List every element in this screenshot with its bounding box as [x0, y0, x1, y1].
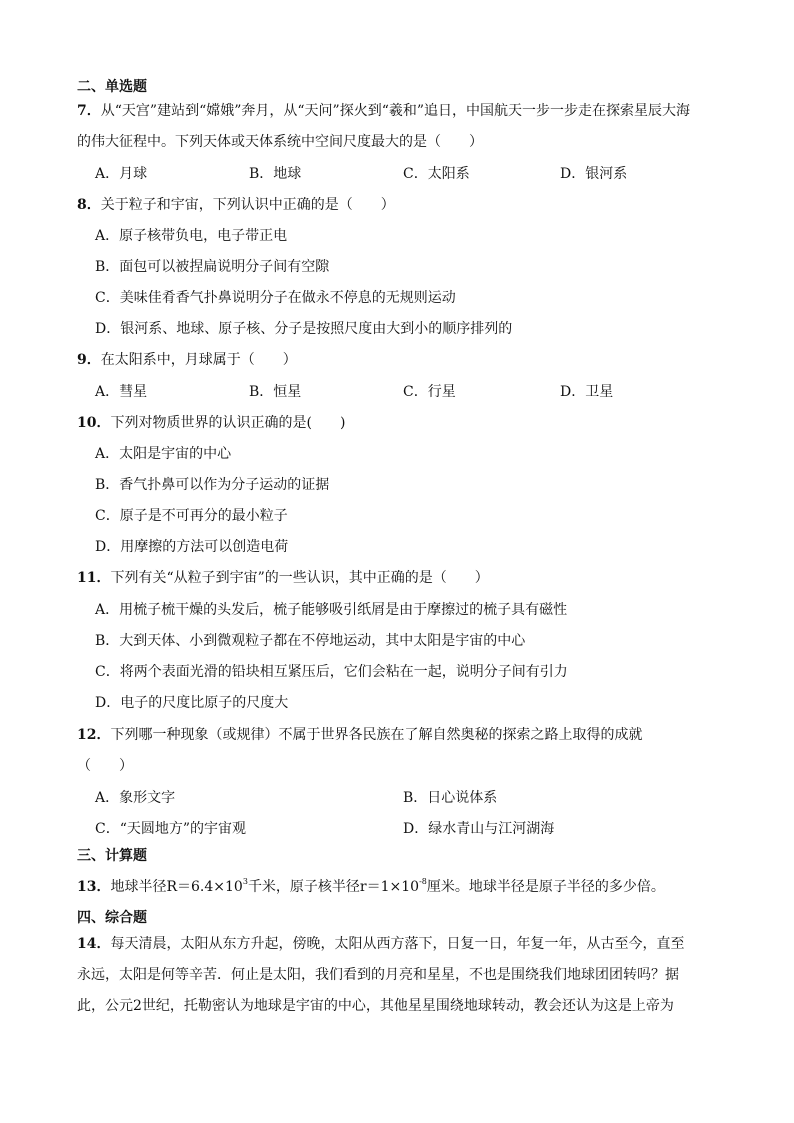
question-stem-line: 此，公元2世纪，托勒密认为地球是宇宙的中心，其他星星围绕地球转动，教会还认为这是上帝为 [77, 998, 674, 1014]
option-a: A．月球 [95, 166, 148, 182]
question-11 [77, 568, 489, 588]
question-number: 8． [77, 197, 101, 213]
option-b: B．地球 [249, 166, 302, 182]
question-stem: 下列对物质世界的认识正确的是( ) [110, 415, 346, 431]
option-d: D．卫星 [560, 384, 614, 400]
option-c: C．太阳系 [403, 166, 470, 182]
option-a: A．彗星 [95, 384, 148, 400]
question-number: 14． [77, 936, 111, 952]
question-stem-line: 从“天宫”建站到“嫦娥”奔月，从“天问”探火到“羲和”追日，中国航天一步一步走在探索星辰大海 [100, 103, 691, 119]
question-stem-part: 厘米。地球半径是原子半径的多少倍。 [426, 879, 665, 895]
question-stem: 关于粒子和宇宙，下列认识中正确的是（ ） [100, 197, 395, 213]
question-7 [77, 101, 690, 121]
option-d: D．电子的尺度比原子的尺度大 [95, 695, 289, 711]
option-d: D．银河系、地球、原子核、分子是按照尺度由大到小的顺序排列的 [95, 321, 513, 337]
question-stem-part: 千米，原子核半径r＝1×10 [247, 879, 420, 895]
question-stem-line: 的伟大征程中。下列天体或天体系统中空间尺度最大的是（ ） [77, 134, 483, 150]
question-number: 11． [77, 570, 111, 586]
question-number: 7． [77, 103, 101, 119]
exponent: 3 [242, 877, 248, 887]
option-b: B．面包可以被捏扁说明分子间有空隙 [95, 259, 330, 275]
question-10 [77, 413, 345, 433]
question-stem: 在太阳系中，月球属于（ ） [100, 352, 297, 368]
question-stem-line: （ ） [77, 758, 133, 774]
question-number: 13． [77, 879, 111, 895]
question-number: 9． [77, 352, 101, 368]
section-heading-comprehensive: 四、综合题 [77, 910, 147, 926]
option-a: A．原子核带负电，电子带正电 [95, 228, 288, 244]
question-number: 10． [77, 415, 111, 431]
option-a: A．象形文字 [95, 790, 176, 806]
question-14 [77, 934, 684, 954]
option-b: B．大到天体、小到微观粒子都在不停地运动，其中太阳是宇宙的中心 [95, 633, 526, 649]
question-stem: 下列有关“从粒子到宇宙”的一些认识，其中正确的是（ ） [110, 570, 489, 586]
option-a: A．用梳子梳干燥的头发后，梳子能够吸引纸屑是由于摩擦过的梳子具有磁性 [95, 602, 568, 618]
option-b: B．香气扑鼻可以作为分子运动的证据 [95, 477, 330, 493]
option-b: B．恒星 [249, 384, 302, 400]
option-a: A．太阳是宇宙的中心 [95, 446, 232, 462]
question-stem-line: 下列哪一种现象（或规律）不属于世界各民族在了解自然奥秘的探索之路上取得的成就 [110, 727, 643, 743]
question-number: 12． [77, 727, 111, 743]
question-stem-line: 每天清晨，太阳从东方升起，傍晚，太阳从西方落下，日复一日，年复一年，从古至今，直至 [110, 936, 685, 952]
section-heading-single-choice: 二、单选题 [77, 79, 147, 95]
exponent: -8 [419, 877, 427, 887]
question-stem-part: 地球半径R＝6.4×10 [110, 879, 243, 895]
question-stem-line: 永远，太阳是何等辛苦．何止是太阳，我们看到的月亮和星星，不也是围绕我们地球团团转吗？据 [77, 967, 679, 983]
option-c: C．原子是不可再分的最小粒子 [95, 508, 288, 524]
question-8 [77, 195, 395, 215]
section-heading-calculation: 三、计算题 [77, 848, 147, 864]
option-c: C．“天圆地方”的宇宙观 [95, 821, 247, 837]
option-d: D．绿水青山与江河湖海 [403, 821, 555, 837]
option-c: C．行星 [403, 384, 456, 400]
question-13 [77, 877, 665, 897]
option-d: D．银河系 [560, 166, 628, 182]
option-c: C．美味佳肴香气扑鼻说明分子在做永不停息的无规则运动 [95, 290, 456, 306]
question-9 [77, 350, 297, 370]
option-c: C．将两个表面光滑的铅块相互紧压后，它们会粘在一起，说明分子间有引力 [95, 664, 568, 680]
option-d: D．用摩擦的方法可以创造电荷 [95, 539, 289, 555]
question-12 [77, 725, 642, 745]
option-b: B．日心说体系 [403, 790, 498, 806]
